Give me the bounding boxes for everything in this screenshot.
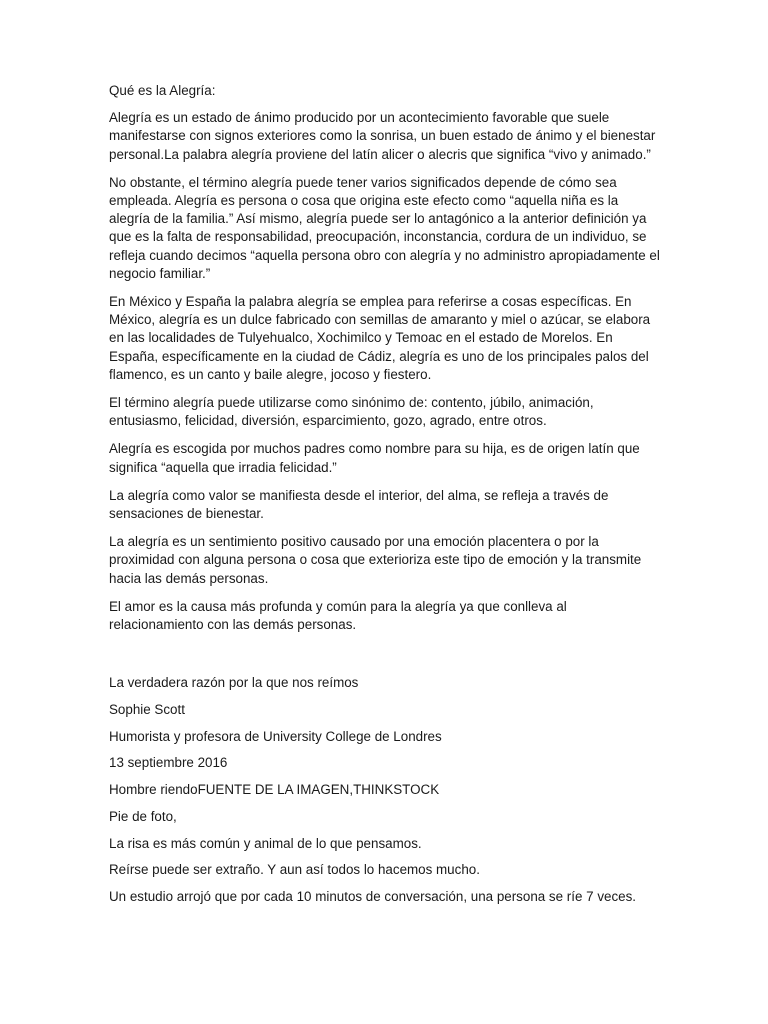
article-headline: La verdadera razón por la que nos reímos xyxy=(109,675,359,691)
article-line: Un estudio arrojó que por cada 10 minutos de conversación, una persona se ríe 7 veces. xyxy=(109,888,637,904)
article-author: Sophie Scott xyxy=(109,701,185,717)
paragraph-mexico-spain: En México y España la palabra alegría se emplea para referirse a cosas específicas. En México, alegría es un dulce fabricado con semillas de amaranto y miel o azúcar, se elabora en las localidades de Tulyehualco, Xochimilco y Temoac en el estado de Morelos. En España, específicamente en la ciudad de Cádiz, alegría es uno de los principales palos del flamenco, es un canto y baile alegre, jocoso y fiestero. xyxy=(109,294,651,382)
article-date: 13 septiembre 2016 xyxy=(109,755,228,771)
paragraph-name: Alegría es escogida por muchos padres como nombre para su hija, es de origen latín que significa “aquella que irradia felicidad.” xyxy=(109,441,640,475)
paragraph-love: El amor es la causa más profunda y común para la alegría ya que conlleva al relacionamiento con las demás personas. xyxy=(109,598,567,633)
document-page xyxy=(109,82,661,915)
paragraph-value: La alegría como valor se manifiesta desde el interior, del alma, se refleja a través de sensaciones de bienestar. xyxy=(109,487,609,522)
article-caption-label: Pie de foto, xyxy=(109,808,177,824)
article-line: Reírse puede ser extraño. Y aun así todos lo hacemos mucho. xyxy=(109,862,480,878)
document-title: Qué es la Alegría: xyxy=(109,83,216,98)
section-spacer xyxy=(109,644,661,674)
article-author-role: Humorista y profesora de University College de Londres xyxy=(109,728,442,744)
article-image-source: Hombre riendoFUENTE DE LA IMAGEN,THINKSTOCK xyxy=(109,782,440,798)
paragraph-feeling: La alegría es un sentimiento positivo causado por una emoción placentera o por la proximidad con alguna persona o cosa que exterioriza este tipo de emoción y la transmite hacia las demás personas. xyxy=(109,534,642,586)
paragraph-meanings: No obstante, el término alegría puede tener varios significados depende de cómo sea empleada. Alegría es persona o cosa que origina este efecto como “aquella niña es la alegría de la familia.” Así mismo, alegría puede ser lo antagónico a la anterior definición ya que es la falta de responsabilidad, preocupación, inconstancia, cordura de un individuo, se refleja cuando decimos “aquella persona obro con alegría y no administro apropiadamente el negocio familiar.” xyxy=(109,174,660,281)
paragraph-synonyms: El término alegría puede utilizarse como sinónimo de: contento, júbilo, animación, entusiasmo, felicidad, diversión, esparcimiento, gozo, agrado, entre otros. xyxy=(109,395,594,429)
paragraph-definition: Alegría es un estado de ánimo producido por un acontecimiento favorable que suele manifestarse con signos exteriores como la sonrisa, un buen estado de ánimo y el bienestar personal.La palabra alegría proviene del latín alicer o alecris que significa “vivo y animado.” xyxy=(109,110,656,162)
article-line: La risa es más común y animal de lo que pensamos. xyxy=(109,835,422,851)
